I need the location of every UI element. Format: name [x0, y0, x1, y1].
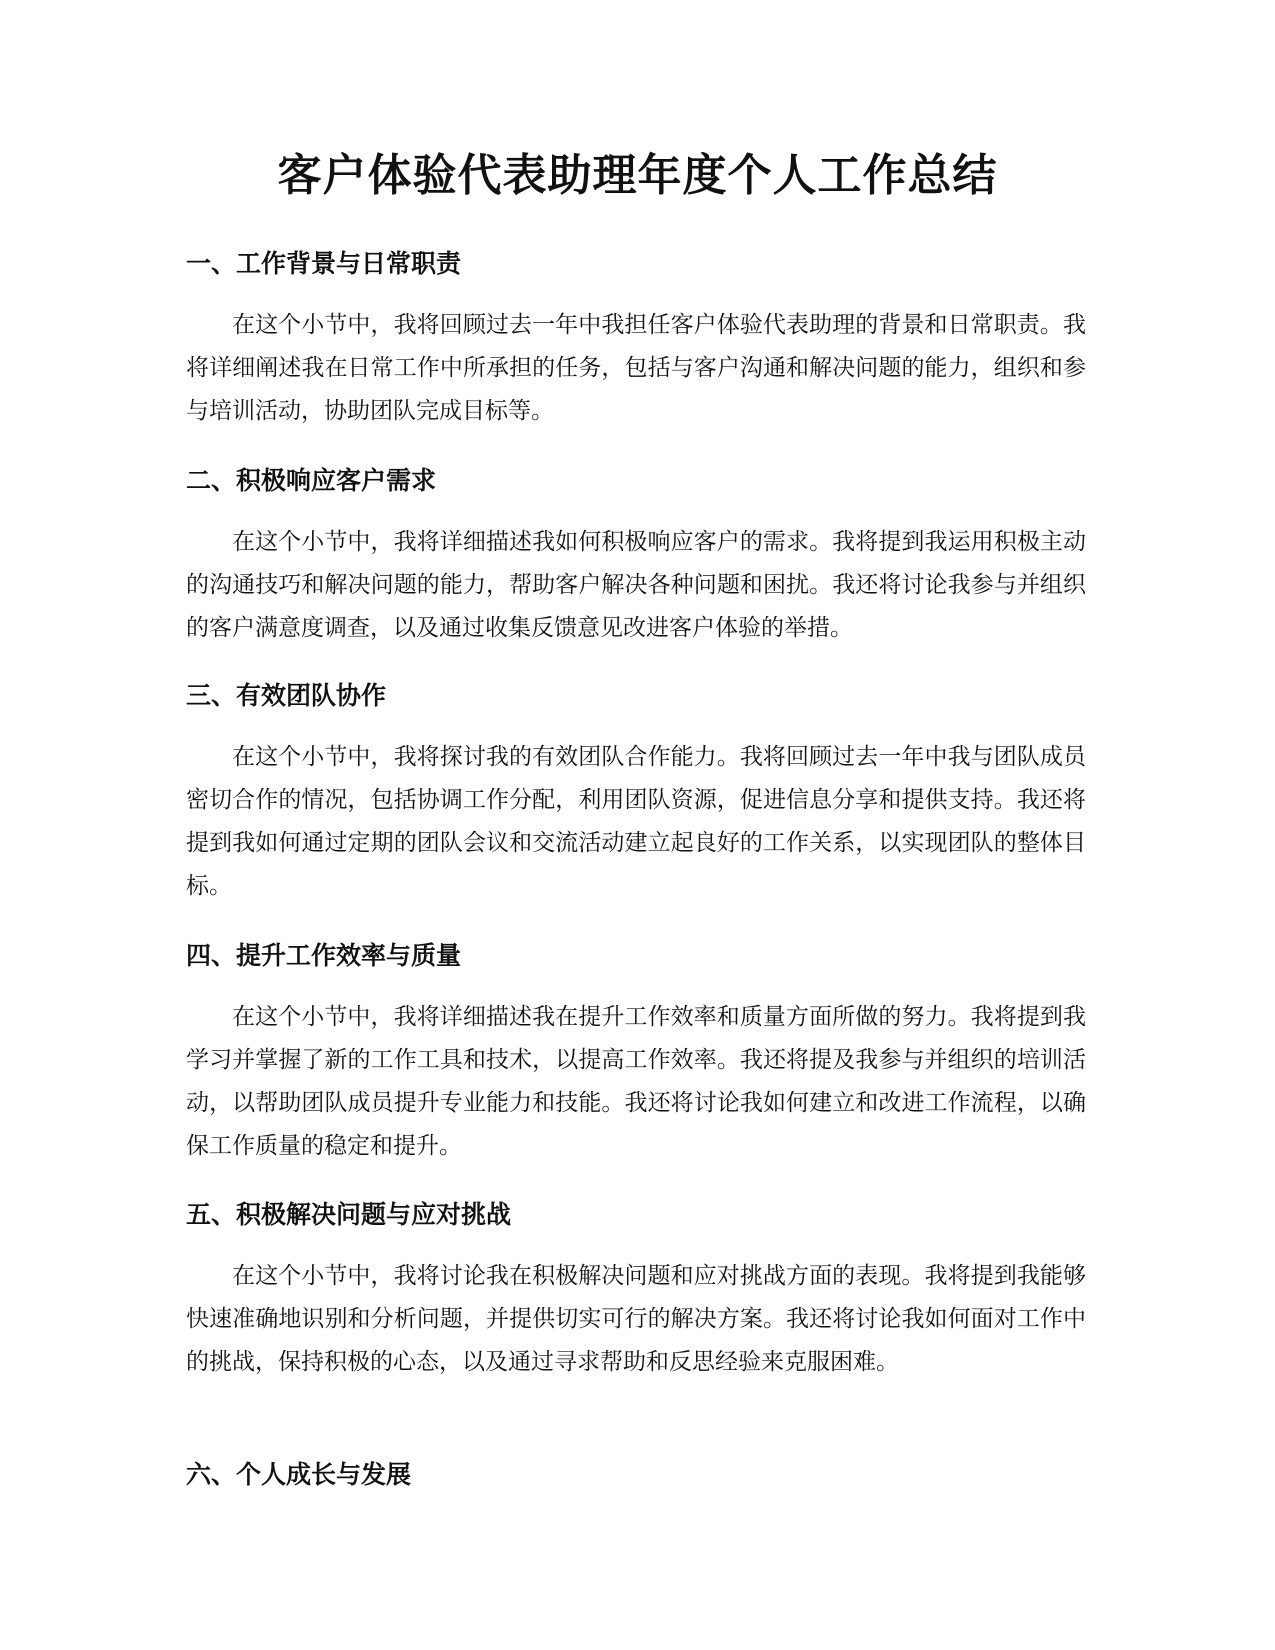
section-paragraph: 在这个小节中，我将详细描述我如何积极响应客户的需求。我将提到我运用积极主动的沟通技巧和解决问题的能力，帮助客户解决各种问题和困扰。我还将讨论我参与并组织的客户满意度调查，以及通过收集反馈意见改进客户体验的举措。 [186, 529, 1086, 641]
section-paragraph: 在这个小节中，我将探讨我的有效团队合作能力。我将回顾过去一年中我与团队成员密切合作的情况，包括协调工作分配，利用团队资源，促进信息分享和提供支持。我还将提到我如何通过定期的团队会议和交流活动建立起良好的工作关系，以实现团队的整体目标。 [186, 744, 1086, 899]
section-heading: 三、有效团队协作 [186, 681, 387, 710]
section-heading: 四、提升工作效率与质量 [186, 941, 462, 970]
section-problem-solving [186, 1197, 1086, 1384]
section-efficiency-quality [186, 938, 1086, 1168]
document-title: 客户体验代表助理年度个人工作总结 [277, 150, 998, 201]
section-work-background [186, 246, 1086, 433]
section-team-collaboration [186, 678, 1086, 908]
section-heading: 六、个人成长与发展 [186, 1460, 412, 1489]
section-heading: 二、积极响应客户需求 [186, 466, 437, 495]
section-personal-growth [186, 1457, 1086, 1493]
section-heading: 一、工作背景与日常职责 [186, 249, 462, 278]
section-customer-needs [186, 463, 1086, 650]
section-heading: 五、积极解决问题与应对挑战 [186, 1200, 512, 1229]
section-paragraph: 在这个小节中，我将回顾过去一年中我担任客户体验代表助理的背景和日常职责。我将详细阐述我在日常工作中所承担的任务，包括与客户沟通和解决问题的能力，组织和参与培训活动，协助团队完成目标等。 [186, 312, 1086, 424]
section-paragraph: 在这个小节中，我将讨论我在积极解决问题和应对挑战方面的表现。我将提到我能够快速准确地识别和分析问题，并提供切实可行的解决方案。我还将讨论我如何面对工作中的挑战，保持积极的心态，以及通过寻求帮助和反思经验来克服困难。 [186, 1263, 1086, 1375]
section-paragraph: 在这个小节中，我将详细描述我在提升工作效率和质量方面所做的努力。我将提到我学习并掌握了新的工作工具和技术，以提高工作效率。我还将提及我参与并组织的培训活动，以帮助团队成员提升专业能力和技能。我还将讨论我如何建立和改进工作流程，以确保工作质量的稳定和提升。 [186, 1004, 1086, 1159]
